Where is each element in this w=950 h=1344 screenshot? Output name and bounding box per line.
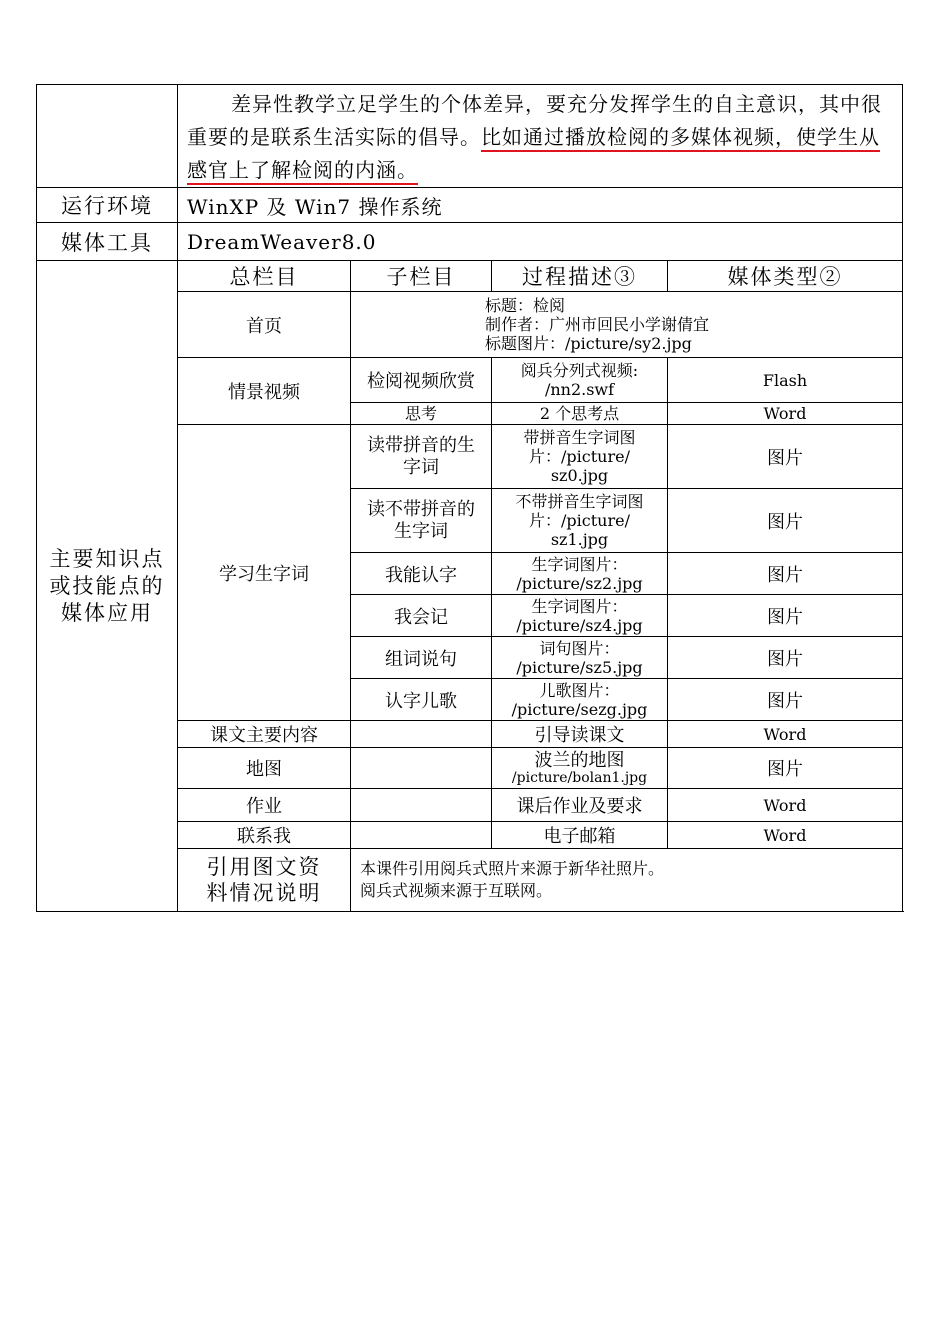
media-type: 图片 xyxy=(668,748,903,789)
references-line: 阅兵式视频来源于互联网。 xyxy=(360,881,553,900)
subcolumn xyxy=(351,721,492,748)
subcolumn xyxy=(351,425,492,489)
process-description xyxy=(492,748,668,789)
column-map: 地图 xyxy=(178,748,351,789)
header-subcolumn: 子栏目 xyxy=(351,261,492,292)
subcolumn: 组词说句 xyxy=(351,637,492,679)
header-column: 总栏目 xyxy=(178,261,351,292)
process-description: 课后作业及要求 xyxy=(492,789,668,822)
process-description xyxy=(492,637,668,679)
home-author: 制作者：广州市回民小学谢倩宜 xyxy=(485,315,710,334)
column-home: 首页 xyxy=(178,292,351,358)
subcolumn: 我会记 xyxy=(351,595,492,637)
media-type: Word xyxy=(668,789,903,822)
process-description: 电子邮箱 xyxy=(492,822,668,849)
media-tool-value: DreamWeaver8.0 xyxy=(178,223,903,261)
sub-line: 读不带拼音的 xyxy=(367,498,475,520)
desc-line: /picture/sezg.jpg xyxy=(511,699,648,719)
desc-line: 阅兵分列式视频: xyxy=(520,361,639,380)
header-process: 过程描述③ xyxy=(492,261,668,292)
intro-paragraph xyxy=(178,85,903,188)
subcolumn xyxy=(351,748,492,789)
references-line: 本课件引用阅兵式照片来源于新华社照片。 xyxy=(360,859,665,878)
knowledge-label-line: 或技能点的 xyxy=(49,573,165,598)
courseware-table xyxy=(36,84,903,912)
environment-value: WinXP 及 Win7 操作系统 xyxy=(178,188,903,223)
home-picture: 标题图片：/picture/sy2.jpg xyxy=(485,334,692,353)
references-text xyxy=(351,849,903,912)
desc-line: 片：/picture/ xyxy=(529,447,630,466)
sub-line: 读带拼音的生 xyxy=(367,434,475,456)
home-title: 标题：检阅 xyxy=(485,296,566,315)
references-label-line: 料情况说明 xyxy=(206,881,322,905)
media-type: 图片 xyxy=(668,637,903,679)
knowledge-label-line: 主要知识点 xyxy=(49,546,165,571)
intro-text: 差异性教学立足学生的个体差异，要充分发挥学生的自主意识，其中很重要的是联系生活实际的倡导。 xyxy=(187,92,882,149)
desc-line: /picture/sz5.jpg xyxy=(516,657,643,677)
column-scene-video: 情景视频 xyxy=(178,358,351,425)
process-description: 2 个思考点 xyxy=(492,403,668,425)
media-type: 图片 xyxy=(668,553,903,595)
media-type: Word xyxy=(668,403,903,425)
process-description xyxy=(492,425,668,489)
intro-row xyxy=(37,85,903,188)
column-learn-words: 学习生字词 xyxy=(178,425,351,721)
column-main-content: 课文主要内容 xyxy=(178,721,351,748)
desc-line: 不带拼音生字词图 xyxy=(515,492,644,511)
media-type: 图片 xyxy=(668,489,903,553)
desc-line: 儿歌图片： xyxy=(539,680,620,700)
intro-underlined-text: 比如通过播放检阅的多媒体视频，使学生从感官上了解检阅的内涵。 xyxy=(187,125,880,182)
process-description xyxy=(492,553,668,595)
knowledge-label xyxy=(37,261,178,912)
desc-line: sz1.jpg xyxy=(550,530,609,549)
process-description xyxy=(492,679,668,721)
desc-line: 波兰的地图 xyxy=(534,749,625,771)
desc-line: /picture/sz2.jpg xyxy=(516,573,643,593)
desc-line: /picture/bolan1.jpg xyxy=(511,769,648,786)
media-type: 图片 xyxy=(668,595,903,637)
media-type: Flash xyxy=(668,358,903,403)
knowledge-label-line: 媒体应用 xyxy=(61,600,153,625)
desc-line: /picture/sz4.jpg xyxy=(516,615,643,635)
environment-row xyxy=(37,188,903,223)
desc-line: 生字词图片： xyxy=(531,596,628,616)
desc-line: 词句图片： xyxy=(539,638,620,658)
process-description: 引导读课文 xyxy=(492,721,668,748)
desc-line: sz0.jpg xyxy=(550,466,609,485)
references-label-line: 引用图文资 xyxy=(206,855,322,879)
desc-line: 片：/picture/ xyxy=(529,511,630,530)
header-media-type: 媒体类型② xyxy=(668,261,903,292)
media-type: Word xyxy=(668,721,903,748)
media-type: Word xyxy=(668,822,903,849)
subcolumn: 思考 xyxy=(351,403,492,425)
media-tool-row xyxy=(37,223,903,261)
process-description xyxy=(492,358,668,403)
process-description xyxy=(492,595,668,637)
media-type: 图片 xyxy=(668,679,903,721)
media-tool-label: 媒体工具 xyxy=(37,223,178,261)
process-description xyxy=(492,489,668,553)
sub-line: 生字词 xyxy=(394,520,448,542)
table-header-row xyxy=(37,261,903,292)
subcolumn xyxy=(351,822,492,849)
subcolumn xyxy=(351,489,492,553)
subcolumn: 认字儿歌 xyxy=(351,679,492,721)
references-label xyxy=(178,849,351,912)
column-homework: 作业 xyxy=(178,789,351,822)
desc-line: /nn2.swf xyxy=(544,380,615,399)
subcolumn xyxy=(351,789,492,822)
desc-line: 生字词图片： xyxy=(531,554,628,574)
desc-line: 带拼音生字词图 xyxy=(523,428,636,447)
home-details xyxy=(351,292,903,358)
column-contact: 联系我 xyxy=(178,822,351,849)
intro-label-cell xyxy=(37,85,178,188)
subcolumn: 检阅视频欣赏 xyxy=(351,358,492,403)
subcolumn: 我能认字 xyxy=(351,553,492,595)
media-type: 图片 xyxy=(668,425,903,489)
environment-label: 运行环境 xyxy=(37,188,178,223)
sub-line: 字词 xyxy=(403,456,439,478)
